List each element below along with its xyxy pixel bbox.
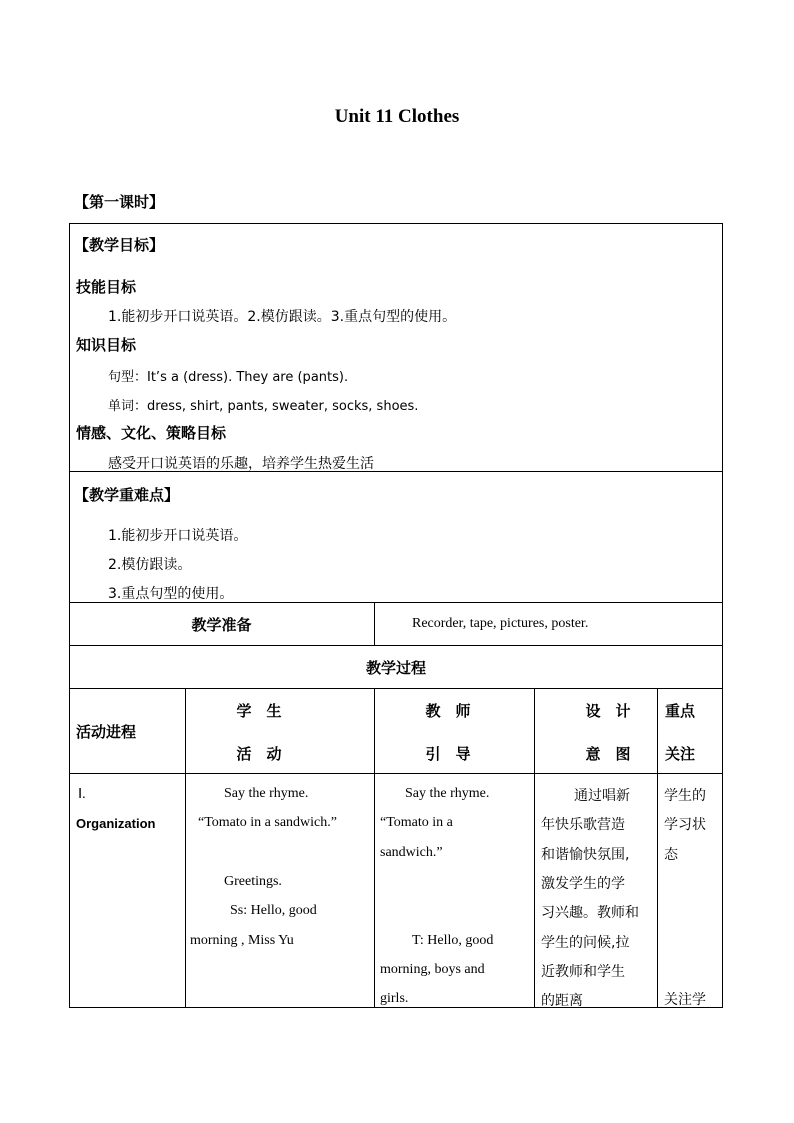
col-divider-2 xyxy=(374,688,375,1008)
focus-line: 态 xyxy=(664,846,678,863)
emotion-text: 感受开口说英语的乐趣，培养学生热爱生活 xyxy=(108,456,374,472)
col-header-student-2: 活 动 xyxy=(236,745,282,763)
step-name: Organization xyxy=(76,816,156,831)
emotion-heading: 情感、文化、策略目标 xyxy=(76,424,227,442)
student-line: “Tomato in a sandwich.” xyxy=(198,815,337,831)
objectives-heading: 【教学目标】 xyxy=(74,236,165,254)
focus-line: 学生的 xyxy=(664,788,706,804)
col-header-focus-2: 关注 xyxy=(665,745,696,763)
col-divider-4 xyxy=(657,688,658,1008)
design-line: 年快乐歌营造 xyxy=(541,817,625,834)
prep-value: Recorder, tape, pictures, poster. xyxy=(412,616,589,631)
keypoint-2: 2.模仿跟读。 xyxy=(108,557,192,573)
process-heading: 教学过程 xyxy=(365,659,426,677)
student-line: Greetings. xyxy=(224,873,282,889)
teacher-line: girls. xyxy=(380,991,409,1007)
sentence-text: 句型：It’s a (dress). They are (pants). xyxy=(108,370,349,385)
prep-label: 教学准备 xyxy=(191,616,252,634)
design-line: 的距离 xyxy=(541,993,583,1010)
design-line: 通过唱新 xyxy=(574,788,630,804)
skill-text: 1.能初步开口说英语。2.模仿跟读。3.重点句型的使用。 xyxy=(108,309,457,325)
col-header-teacher-2: 引 导 xyxy=(425,745,471,763)
design-line: 激发学生的学 xyxy=(541,875,625,892)
teacher-line: Say the rhyme. xyxy=(405,786,490,801)
student-line: Say the rhyme. xyxy=(224,786,309,801)
focus-line: 学习状 xyxy=(664,817,706,834)
col-header-student-1: 学 生 xyxy=(236,702,282,720)
col-header-design-2: 意 图 xyxy=(585,745,631,763)
teacher-line: T: Hello, good xyxy=(412,932,494,948)
skill-heading: 技能目标 xyxy=(76,278,137,296)
prep-divider xyxy=(374,602,375,646)
design-line: 习兴趣。教师和 xyxy=(541,905,639,922)
col-header-activity: 活动进程 xyxy=(76,723,137,741)
keypoint-1: 1.能初步开口说英语。 xyxy=(108,528,248,544)
header-divider xyxy=(69,773,723,774)
focus-bottom-text: 关注学 xyxy=(664,992,706,1008)
lesson-label: 【第一课时】 xyxy=(74,193,165,211)
teacher-line: “Tomato in a xyxy=(380,815,453,831)
teacher-line: morning, boys and xyxy=(380,961,485,977)
document-title: Unit 11 Clothes xyxy=(334,106,460,127)
col-header-teacher-1: 教 师 xyxy=(425,702,471,720)
student-line: morning , Miss Yu xyxy=(190,932,294,948)
design-line: 学生的问候,拉 xyxy=(541,934,630,951)
design-line: 近教师和学生 xyxy=(541,963,625,980)
knowledge-heading: 知识目标 xyxy=(76,336,137,354)
keypoint-3: 3.重点句型的使用。 xyxy=(108,586,234,602)
col-divider-1 xyxy=(185,688,186,1008)
step-number: Ⅰ. xyxy=(78,787,86,802)
student-line: Ss: Hello, good xyxy=(230,903,317,919)
col-divider-3 xyxy=(534,688,535,1008)
teacher-line: sandwich.” xyxy=(380,844,443,860)
word-text: 单词：dress, shirt, pants, sweater, socks, shoes. xyxy=(108,399,419,414)
col-header-focus-1: 重点 xyxy=(665,702,696,720)
keypoints-heading: 【教学重难点】 xyxy=(74,486,180,504)
design-line: 和谐愉快氛围, xyxy=(541,846,630,863)
col-header-design-1: 设 计 xyxy=(585,702,631,720)
